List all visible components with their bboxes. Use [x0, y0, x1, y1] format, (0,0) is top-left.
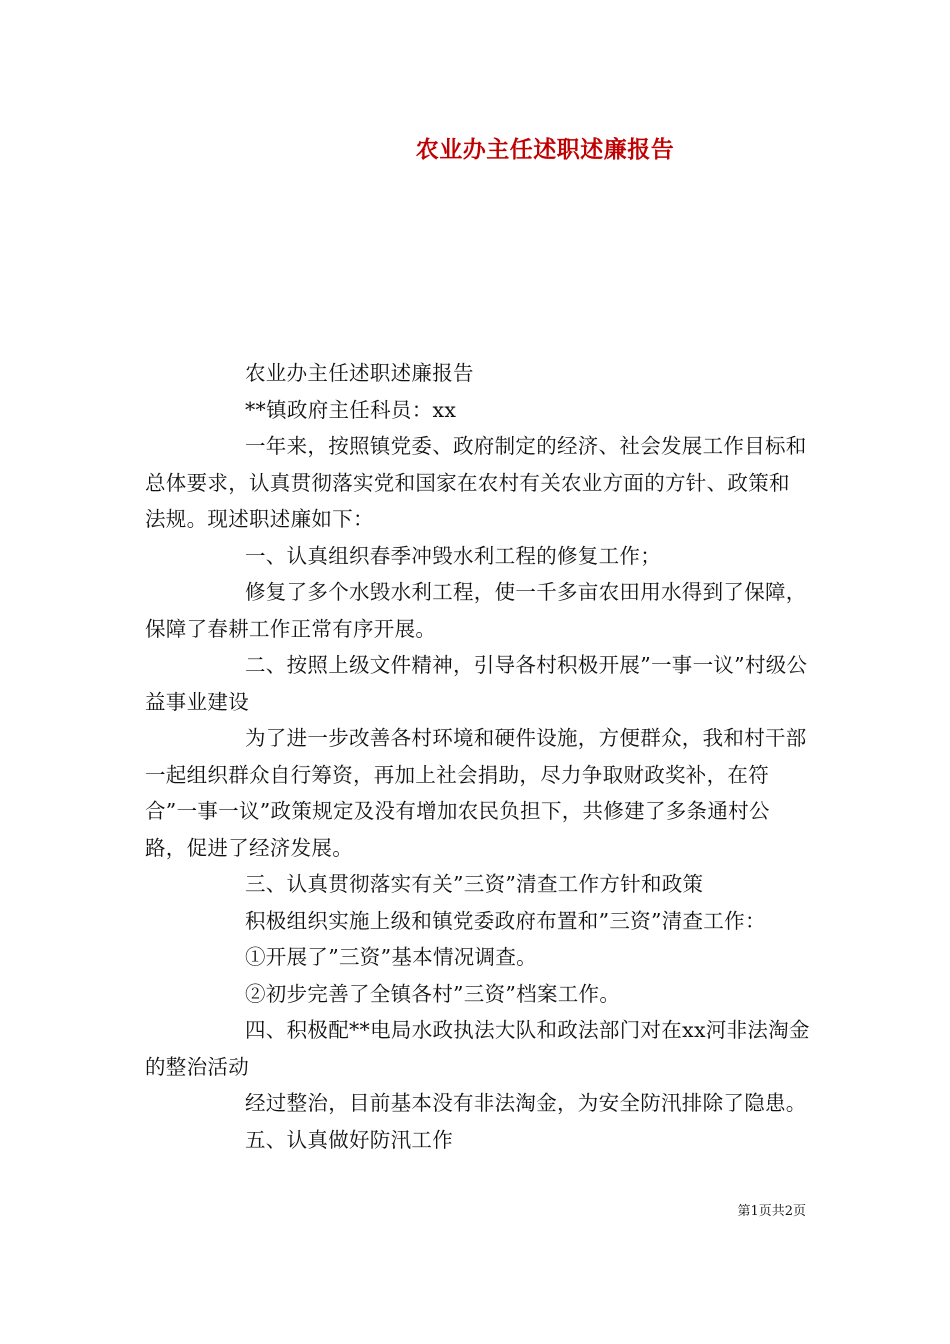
document-title: 农业办主任述职述廉报告: [415, 136, 675, 163]
section-heading-4: 四、积极配**电局水政执法大队和政法部门对在xx河非法淘金的整治活动: [145, 1018, 810, 1079]
list-item-1: ①开展了”三资”基本情况调查。: [245, 945, 537, 969]
list-item-2: ②初步完善了全镇各村”三资”档案工作。: [245, 981, 621, 1006]
paragraph-section-4: 经过整治，目前基本没有非法淘金，为安全防汛排除了隐患。: [245, 1091, 807, 1115]
document-body: [145, 355, 810, 1158]
paragraph-section-2: 为了进一步改善各村环境和硬件设施，方便群众，我和村干部一起组织群众自行筹资，再加上社会捐助，尽力争取财政奖补，在符合”一事一议”政策规定及没有增加农民负担下，共修建了多条通村公路，促进了经济发展。: [145, 726, 807, 860]
paragraph-section-1: 修复了多个水毁水利工程，使一千多亩农田用水得到了保障，保障了春耕工作正常有序开展。: [145, 580, 807, 641]
section-heading-5: 五、认真做好防汛工作: [245, 1127, 453, 1152]
page-number: 第1页共2页: [737, 1204, 806, 1219]
section-heading-1: 一、认真组织春季冲毁水利工程的修复工作；: [245, 543, 661, 568]
paragraph-section-3: 积极组织实施上级和镇党委政府布置和”三资”清查工作：: [245, 908, 766, 933]
section-heading-2: 二、按照上级文件精神，引导各村积极开展”一事一议”村级公益事业建设: [145, 653, 808, 714]
paragraph-author: **镇政府主任科员：xx: [245, 397, 457, 422]
paragraph-heading: 农业办主任述职述廉报告: [245, 361, 474, 385]
section-heading-3: 三、认真贯彻落实有关”三资”清查工作方针和政策: [245, 872, 704, 896]
paragraph-intro: 一年来，按照镇党委、政府制定的经济、社会发展工作目标和总体要求，认真贯彻落实党和国家在农村有关农业方面的方针、政策和法规。现述职述廉如下：: [145, 434, 807, 531]
